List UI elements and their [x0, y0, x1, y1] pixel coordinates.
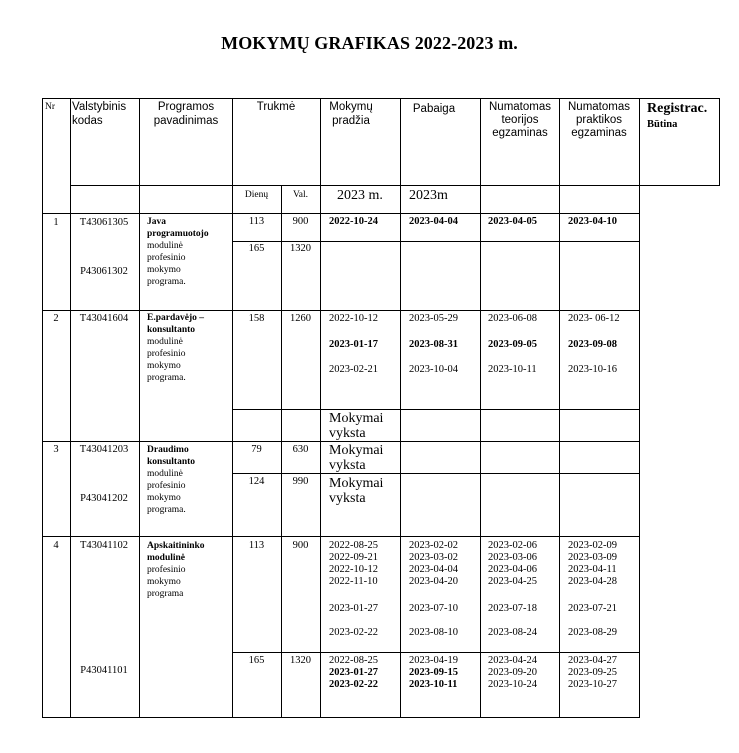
- row-nr: 1: [53, 217, 59, 228]
- start-date: 2022-08-25: [329, 655, 378, 666]
- table-border: [42, 310, 640, 311]
- theory-exam-date: 2023-02-06: [488, 540, 537, 551]
- program-name: programa.: [147, 277, 186, 287]
- program-name: modulinė: [147, 337, 183, 347]
- theory-exam-date: 2023-04-05: [488, 216, 537, 227]
- hours: 990: [292, 476, 309, 487]
- start-date: 2023-02-22: [329, 627, 378, 638]
- header-divider: [70, 185, 640, 186]
- header-duration: Trukmė: [256, 101, 296, 113]
- program-name: modulinė: [147, 553, 186, 563]
- program-name: profesinio: [147, 481, 186, 491]
- program-name: programuotojo: [147, 229, 209, 239]
- row-nr: 3: [53, 444, 59, 455]
- practice-exam-date: 2023-09-08: [568, 339, 617, 350]
- program-name: Draudimo: [147, 445, 189, 455]
- hours: 1260: [290, 313, 311, 324]
- hours: 1320: [290, 655, 311, 666]
- theory-exam-date: 2023-10-11: [488, 364, 537, 375]
- days: 165: [248, 243, 265, 254]
- state-code: P43061302: [80, 266, 128, 277]
- header-program: pavadinimas: [153, 115, 219, 127]
- end-date: 2023-04-19: [409, 655, 458, 666]
- start-date: 2022-11-10: [329, 576, 378, 587]
- practice-exam-date: 2023-10-27: [568, 679, 617, 690]
- table-border: [232, 409, 640, 410]
- practice-exam-date: 2023-04-28: [568, 576, 617, 587]
- table-border: [480, 98, 481, 718]
- start-date: 2023-02-22: [329, 679, 378, 690]
- theory-exam-date: 2023-08-24: [488, 627, 537, 638]
- start-date: 2022-10-12: [329, 564, 378, 575]
- header-practice: Numatomas: [568, 101, 630, 113]
- header-code: kodas: [72, 115, 103, 127]
- end-date: 2023-03-02: [409, 552, 458, 563]
- table-border: [42, 536, 640, 537]
- header-end-year: 2023m: [409, 188, 448, 203]
- program-name: programa.: [147, 505, 186, 515]
- status-ongoing: vyksta: [329, 426, 366, 441]
- state-code: P43041101: [80, 665, 128, 676]
- table-border: [232, 241, 640, 242]
- program-name: profesinio: [147, 565, 186, 575]
- end-date: 2023-09-15: [409, 667, 458, 678]
- header-days: Dienų: [244, 190, 269, 200]
- start-date: 2023-01-17: [329, 339, 378, 350]
- start-date: 2022-10-24: [329, 216, 378, 227]
- header-start: pradžia: [332, 115, 370, 127]
- theory-exam-date: 2023-09-20: [488, 667, 537, 678]
- hours: 630: [292, 444, 309, 455]
- hours: 1320: [290, 243, 311, 254]
- state-code: T43041604: [79, 313, 129, 324]
- table-border: [232, 652, 640, 653]
- practice-exam-date: 2023-09-25: [568, 667, 617, 678]
- status-ongoing: Mokymai: [329, 411, 384, 426]
- days: 113: [248, 216, 265, 227]
- program-name: programa: [147, 589, 184, 599]
- row-nr: 4: [53, 540, 59, 551]
- header-end: Pabaiga: [412, 103, 456, 115]
- theory-exam-date: 2023-10-24: [488, 679, 537, 690]
- theory-exam-date: 2023-07-18: [488, 603, 537, 614]
- program-name: profesinio: [147, 253, 186, 263]
- table-border: [639, 185, 720, 186]
- days: 79: [251, 444, 262, 455]
- end-date: 2023-04-04: [409, 564, 458, 575]
- practice-exam-date: 2023-04-11: [568, 564, 617, 575]
- hours: 900: [292, 540, 309, 551]
- state-code: T43061305: [79, 217, 129, 228]
- practice-exam-date: 2023- 06-12: [568, 313, 620, 324]
- program-name: Java: [147, 217, 166, 227]
- start-date: 2022-09-21: [329, 552, 378, 563]
- practice-exam-date: 2023-04-10: [568, 216, 617, 227]
- program-name: mokymo: [147, 493, 181, 503]
- start-date: 2023-02-21: [329, 364, 378, 375]
- start-date: 2023-01-27: [329, 667, 378, 678]
- table-border: [70, 98, 71, 718]
- row-nr: 2: [53, 313, 59, 324]
- end-date: 2023-10-11: [409, 679, 458, 690]
- status-ongoing: vyksta: [329, 458, 366, 473]
- header-nr: Nr: [45, 102, 56, 112]
- program-name: mokymo: [147, 265, 181, 275]
- theory-exam-date: 2023-09-05: [488, 339, 537, 350]
- header-code: Valstybinis: [72, 101, 127, 113]
- practice-exam-date: 2023-07-21: [568, 603, 617, 614]
- header-start: Mokymų: [329, 101, 373, 113]
- start-date: 2022-08-25: [329, 540, 378, 551]
- program-name: modulinė: [147, 241, 183, 251]
- page-title: MOKYMŲ GRAFIKAS 2022-2023 m.: [221, 33, 518, 53]
- theory-exam-date: 2023-04-06: [488, 564, 537, 575]
- hours: 900: [292, 216, 309, 227]
- practice-exam-date: 2023-10-16: [568, 364, 617, 375]
- status-ongoing: Mokymai: [329, 443, 384, 458]
- end-date: 2023-10-04: [409, 364, 458, 375]
- status-ongoing: Mokymai: [329, 476, 384, 491]
- program-name: programa.: [147, 373, 186, 383]
- theory-exam-date: 2023-04-24: [488, 655, 537, 666]
- table-border: [42, 98, 43, 718]
- table-border: [42, 98, 720, 99]
- state-code: T43041203: [79, 444, 129, 455]
- start-date: 2023-01-27: [329, 603, 378, 614]
- program-name: mokymo: [147, 361, 181, 371]
- header-hours: Val.: [292, 190, 309, 200]
- days: 165: [248, 655, 265, 666]
- program-name: konsultanto: [147, 457, 196, 467]
- state-code: P43041202: [80, 493, 128, 504]
- program-name: E.pardavėjo –: [147, 313, 204, 323]
- theory-exam-date: 2023-04-25: [488, 576, 537, 587]
- end-date: 2023-08-10: [409, 627, 458, 638]
- program-name: mokymo: [147, 577, 181, 587]
- status-ongoing: vyksta: [329, 491, 366, 506]
- header-program: Programos: [157, 101, 215, 113]
- days: 113: [248, 540, 265, 551]
- header-theory: teorijos: [501, 114, 539, 126]
- end-date: 2023-07-10: [409, 603, 458, 614]
- header-registration-required: Būtina: [647, 119, 678, 130]
- end-date: 2023-04-04: [409, 216, 458, 227]
- days: 124: [248, 476, 265, 487]
- theory-exam-date: 2023-06-08: [488, 313, 537, 324]
- practice-exam-date: 2023-02-09: [568, 540, 617, 551]
- table-border: [719, 98, 720, 186]
- table-border: [139, 98, 140, 718]
- end-date: 2023-02-02: [409, 540, 458, 551]
- end-date: 2023-05-29: [409, 313, 458, 324]
- header-theory: Numatomas: [489, 101, 551, 113]
- table-border: [232, 213, 640, 214]
- practice-exam-date: 2023-03-09: [568, 552, 617, 563]
- table-border: [559, 98, 560, 718]
- end-date: 2023-08-31: [409, 339, 458, 350]
- table-border: [400, 98, 401, 718]
- theory-exam-date: 2023-03-06: [488, 552, 537, 563]
- header-practice: egzaminas: [571, 127, 627, 139]
- days: 158: [248, 313, 265, 324]
- program-name: modulinė: [147, 469, 183, 479]
- program-name: konsultanto: [147, 325, 196, 335]
- program-name: profesinio: [147, 349, 186, 359]
- table-border: [42, 717, 640, 718]
- program-name: Apskaitininko: [147, 541, 205, 551]
- header-practice: praktikos: [575, 114, 623, 126]
- header-theory: egzaminas: [492, 127, 548, 139]
- state-code: T43041102: [79, 540, 129, 551]
- table-border: [639, 98, 640, 718]
- practice-exam-date: 2023-08-29: [568, 627, 617, 638]
- practice-exam-date: 2023-04-27: [568, 655, 617, 666]
- table-border: [42, 441, 640, 442]
- table-border: [232, 473, 640, 474]
- start-date: 2022-10-12: [329, 313, 378, 324]
- header-registration: Registrac.: [647, 101, 708, 116]
- end-date: 2023-04-20: [409, 576, 458, 587]
- header-start-year: 2023 m.: [337, 188, 383, 203]
